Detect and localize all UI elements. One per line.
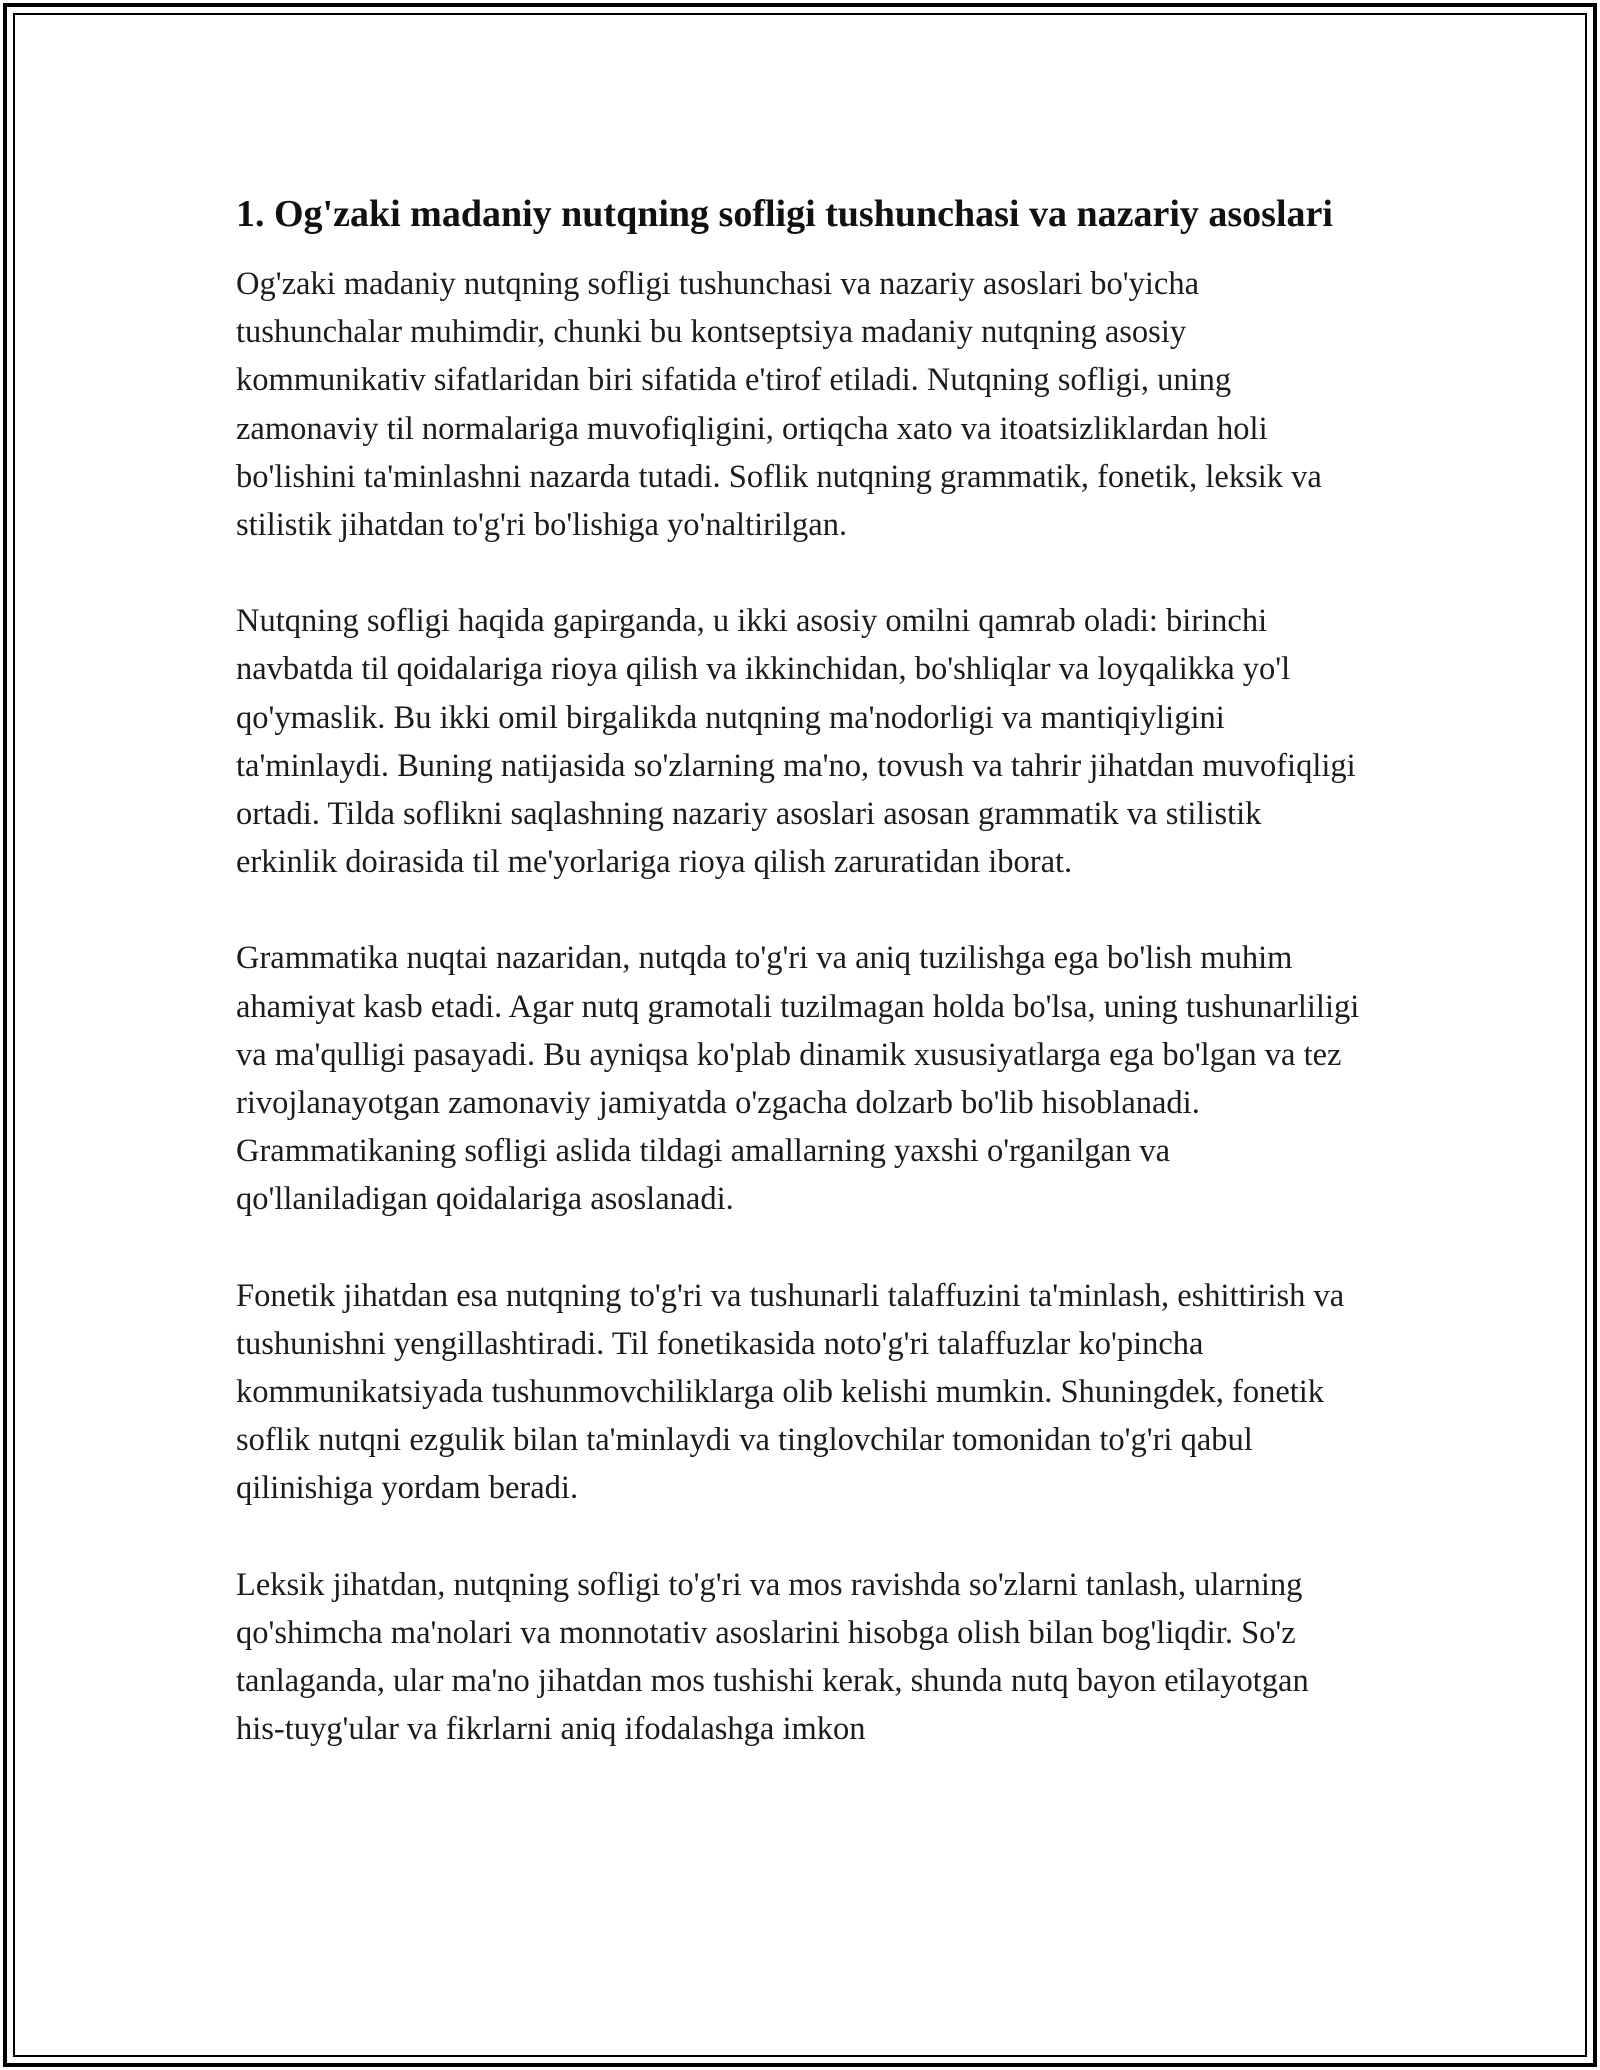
paragraph-3: Grammatika nuqtai nazaridan, nutqda to'g'ri va aniq tuzilishga ega bo'lish muhim ahamiyat kasb etadi. Agar nutq gramotali tuzilmagan holda bo'lsa, uning tushunarliligi va ma'qulligi pasayadi. Bu ayniqsa ko'plab dinamik xususiyatlarga ega bo'lgan va tez rivojlanayotgan zamonaviy jamiyatda o'zgacha dolzarb bo'lib hisoblanadi. Grammatikaning sofligi aslida tildagi amallarning yaxshi o'rganilgan va qo'llaniladigan qoidalariga asoslanadi. bbox=[236, 940, 1360, 1218]
paragraph-5: Leksik jihatdan, nutqning sofligi to'g'ri va mos ravishda so'zlarni tanlash, ularning qo'shimcha ma'nolari va monnotativ asoslarini hisobga olish bilan bog'liqdir. So'z tanlaganda, ular ma'no jihatdan mos tushishi kerak, shunda nutq bayon etilayotgan his-tuyg'ular va fikrlarni aniq ifodalashga imkon bbox=[236, 1566, 1309, 1748]
paragraph-2: Nutqning sofligi haqida gapirganda, u ikki asosiy omilni qamrab oladi: birinchi navbatda til qoidalariga rioya qilish va ikkinchidan, bo'shliqlar va loyqalikka yo'l qo'ymaslik. Bu ikki omil birgalikda nutqning ma'nodorligi va mantiqiyligini ta'minlaydi. Buning natijasida so'zlarning ma'no, tovush va tahrir jihatdan muvofiqligi ortadi. Tilda soflikni saqlashning nazariy asoslari asosan grammatik va stilistik erkinlik doirasida til me'yorlariga rioya qilish zaruratidan iborat. bbox=[236, 603, 1356, 881]
document-body bbox=[236, 186, 1364, 1753]
section-heading: 1. Og'zaki madaniy nutqning sofligi tushunchasi va nazariy asoslari bbox=[236, 193, 1333, 235]
paragraph-1: Og'zaki madaniy nutqning sofligi tushunchasi va nazariy asoslari bo'yicha tushunchalar muhimdir, chunki bu kontseptsiya madaniy nutqning asosiy kommunikativ sifatlaridan biri sifatida e'tirof etiladi. Nutqning sofligi, uning zamonaviy til normalariga muvofiqligini, ortiqcha xato va itoatsizliklardan holi bo'lishini ta'minlashni nazarda tutadi. Soflik nutqning grammatik, fonetik, leksik va stilistik jihatdan to'g'ri bo'lishiga yo'naltirilgan. bbox=[236, 266, 1322, 544]
paragraph-4: Fonetik jihatdan esa nutqning to'g'ri va tushunarli talaffuzini ta'minlash, eshittirish va tushunishni yengillashtiradi. Til fonetikasida noto'g'ri talaffuzlar ko'pincha kommunikatsiyada tushunmovchiliklarga olib kelishi mumkin. Shuningdek, fonetik soflik nutqni ezgulik bilan ta'minlaydi va tinglovchilar tomonidan to'g'ri qabul qilinishiga yordam beradi. bbox=[236, 1277, 1345, 1507]
